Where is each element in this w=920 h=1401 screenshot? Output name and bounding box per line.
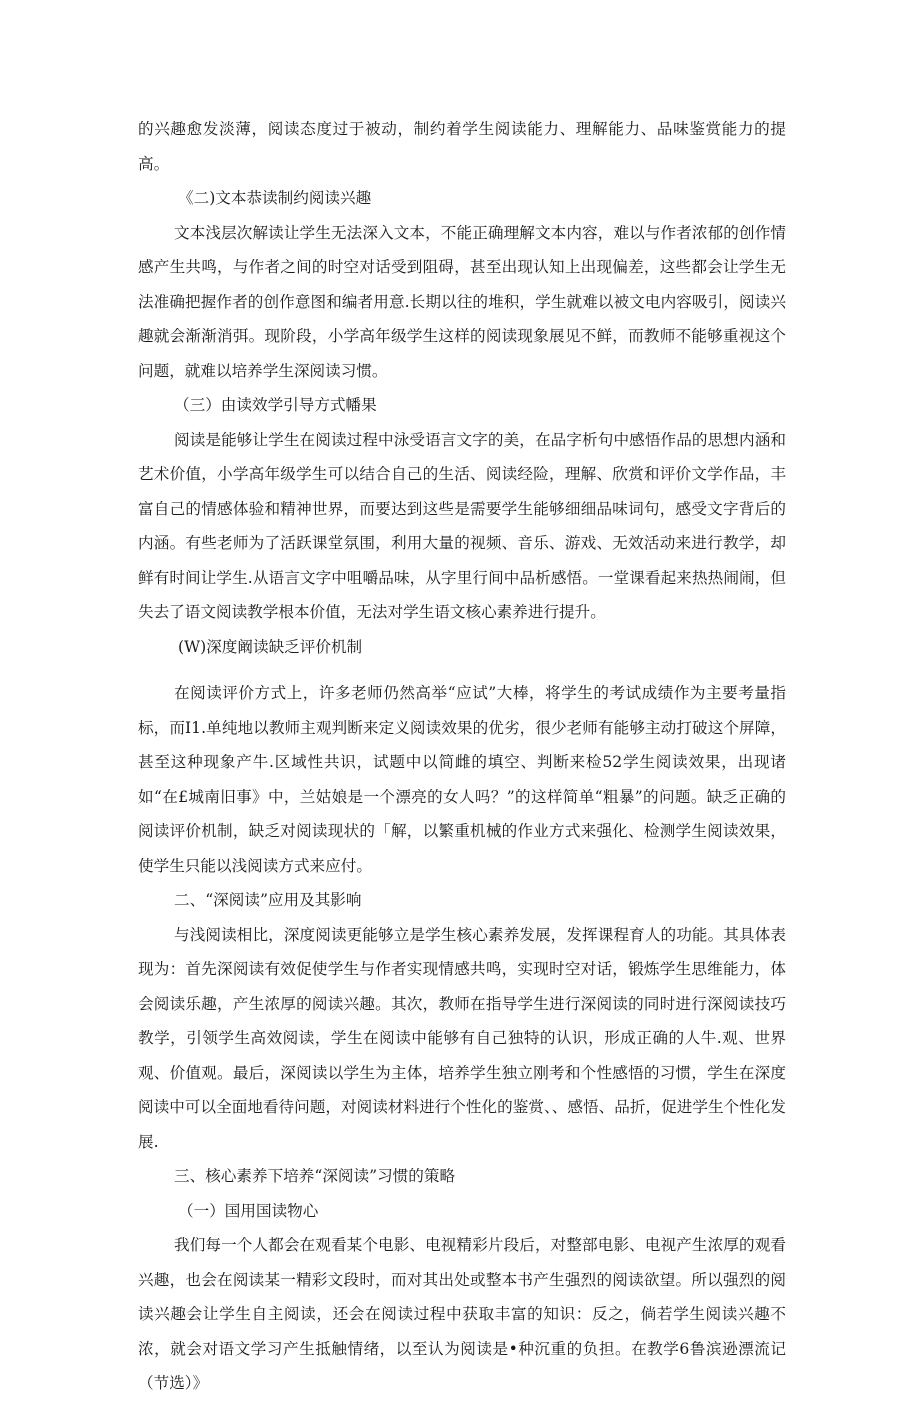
paragraph: 阅读是能够让学生在阅读过程中泳受语言文字的美，在品字析句中感悟作品的思想内涵和艺术价值，小学高年级学生可以结合自己的生活、阅读经险，理解、欣赏和评价文学作品，丰富自己的情感体验和精神世界，而要达到这些是需要学生能够细细品味词句，感受文字背后的内涵。有些老师为了活跃课堂氛围，利用大量的视频、音乐、游戏、无效活动来进行教学，却鲜有时间让学生.从语言文字中咀嚼品味，从字里行间中品析感悟。一堂课看起来热热闹闹，但失去了语文阅读教学根本价值，无法对学生语文核心素养进行提升。: [138, 430, 786, 621]
paragraph: 文本浅层次解读让学生无法深入文本，不能正确理解文本内容，难以与作者浓郁的创作情感产生共鸣，与作者之间的时空对话受到阻碍，甚至出现认知上出现偏差，这些都会让学生无法准确把握作者的创作意图和编者用意.长期以往的堆积，学生就难以被文电内容吸引，阅读兴趣就会渐渐消弭。现阶段，小学高年级学生这样的阅读现象展见不鲜，而教师不能够重视这个问题，就难以培养学生深阅读习惯。: [138, 223, 786, 380]
document-page: [138, 112, 786, 1401]
paragraph: 的兴趣愈发淡薄，阅读态度过于被动，制约着学生阅读能力、理解能力、品味鉴赏能力的提高。: [138, 120, 786, 173]
section-heading: (W)深度阚读缺乏评价机制: [178, 637, 363, 656]
section-heading: （三）由读效学引导方式幡果: [174, 396, 377, 414]
section-heading: 三、核心素养下培养“深阅读”习惯的策略: [174, 1167, 456, 1185]
paragraph: 我们每一个人都会在观看某个电影、电视精彩片段后，对整部电影、电视产生浓厚的观看兴趣，也会在阅读某一精彩文段时，而对其出处或整本书产生强烈的阅读欲望。所以强烈的阅读兴趣会让学生自主阅读，还会在阅读过程中获取丰富的知识：反之，倘若学生阅读兴趣不浓，就会对语文学习产生抵触情绪，以至认为阅读是•种沉重的负担。在教学6鲁滨逊漂流记（节选）》: [138, 1236, 786, 1392]
section-heading: 《二)文本恭读制约阅读兴趣: [178, 189, 372, 207]
subsection-heading: （一）国用国读物心: [178, 1201, 319, 1220]
spacer: [138, 664, 786, 676]
paragraph: 在阅读评价方式上，许多老师仍然高举“应试”大棒，将学生的考试成绩作为主要考量指标，而I1.单纯地以教师主观判断来定义阅读效果的优劣，很少老师有能够主动打破这个屏障，甚至这种现象产牛.区域性共识，试题中以简雌的填空、判断来检52学生阅读效果，出现诸如“在£城南旧事》中，兰姑娘是一个漂亮的女人吗？”的这样简单“粗暴”的问题。缺乏正确的阅读评价机制，缺乏对阅读现状的「解，以繁重机械的作业方式来强化、检测学生阅读效果，使学生只能以浅阅读方式来应付。: [138, 684, 786, 875]
section-heading: 二、“深阅读”应用及其影响: [174, 891, 362, 909]
paragraph: 与浅阅读相比，深度阅读更能够立是学生核心素养发展，发挥课程育人的功能。其具体表现为：首先深阅读有效促使学生与作者实现情感共鸣，实现时空对话，锻炼学生思维能力，体会阅读乐趣，产生浓厚的阅读兴趣。其次，教师在指导学生进行深阅读的同时进行深阅读技巧教学，引领学生高效阅读，学生在阅读中能够有自己独特的认识，形成正确的人牛.观、世界观、价值观。最后，深阅读以学生为主体，培养学生独立刚考和个性感悟的习惯，学生在深度阅读中可以全面地看待问题，对阅读材料进行个性化的鉴赏、、感悟、品折，促进学生个性化发展.: [138, 925, 786, 1151]
